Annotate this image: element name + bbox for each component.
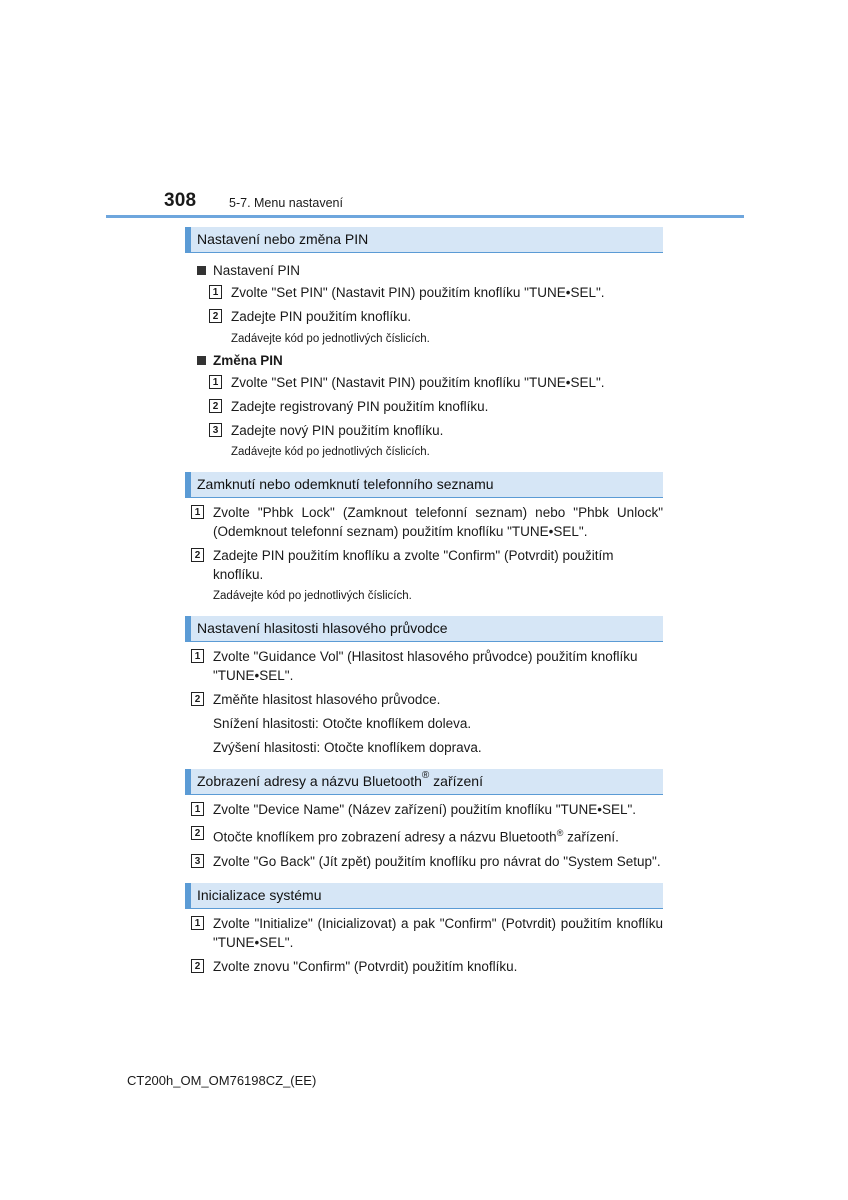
guidance-line-increase: Zvýšení hlasitosti: Otočte knoflíkem doprava.	[213, 740, 482, 755]
document-code: CT200h_OM_OM76198CZ_(EE)	[127, 1073, 317, 1088]
header-rule	[106, 215, 744, 218]
pin-change-steps	[197, 373, 663, 460]
section-title-phonebook: Zamknutí nebo odemknutí telefonního seznamu	[185, 472, 663, 498]
step	[209, 397, 663, 416]
phonebook-steps	[185, 503, 663, 604]
pin-change-block	[185, 349, 663, 460]
step	[191, 852, 663, 871]
step-note: Zadávejte kód po jednotlivých číslicích.	[231, 333, 430, 345]
step-text: Zadejte PIN použitím knoflíku.	[231, 309, 412, 324]
step	[191, 546, 663, 584]
section-title-guidance: Nastavení hlasitosti hlasového průvodce	[185, 616, 663, 642]
step-text-main: Otočte knoflíkem pro zobrazení adresy a názvu Bluetooth	[213, 829, 557, 845]
step-text: Zvolte "Device Name" (Název zařízení) použitím knoflíku "TUNE•SEL".	[213, 802, 637, 817]
step-text: Zvolte "Set PIN" (Nastavit PIN) použitím knoflíku "TUNE•SEL".	[231, 285, 605, 300]
step-number-badge: 3	[209, 423, 222, 437]
step-note: Zadávejte kód po jednotlivých číslicích.	[231, 446, 430, 458]
subheading-label: Změna PIN	[213, 352, 283, 368]
step	[191, 824, 663, 847]
step	[209, 283, 663, 302]
step-note: Zadávejte kód po jednotlivých číslicích.	[213, 590, 412, 602]
step-text: Zvolte "Set PIN" (Nastavit PIN) použitím knoflíku "TUNE•SEL".	[231, 375, 605, 390]
step-number-badge: 2	[209, 399, 222, 413]
page-number: 308	[164, 190, 197, 211]
init-steps	[185, 914, 663, 976]
step-text: Zvolte "Guidance Vol" (Hlasitost hlasového průvodce) použitím knoflíku "TUNE•SEL".	[213, 649, 638, 683]
step-number-badge: 1	[209, 285, 222, 299]
guidance-line-decrease: Snížení hlasitosti: Otočte knoflíkem doleva.	[213, 716, 472, 731]
step	[191, 647, 663, 685]
step	[209, 421, 663, 440]
registered-mark: ®	[556, 828, 564, 838]
step-number-badge: 3	[191, 854, 204, 868]
section-title-suffix: zařízení	[429, 773, 483, 789]
step-text: Zvolte znovu "Confirm" (Potvrdit) použitím knoflíku.	[213, 958, 518, 974]
step-text	[213, 824, 663, 847]
subheading-label: Nastavení PIN	[213, 262, 301, 278]
square-bullet-icon	[197, 356, 206, 365]
step	[191, 690, 663, 709]
section-title-bluetooth	[185, 769, 663, 795]
page-header	[0, 0, 848, 220]
step-number-badge: 1	[209, 375, 222, 389]
step-number-badge: 2	[209, 309, 222, 323]
step-number-badge: 2	[191, 692, 204, 706]
bluetooth-steps	[185, 800, 663, 871]
step	[209, 373, 663, 392]
step	[191, 914, 663, 952]
step-number-badge: 2	[191, 826, 204, 840]
step-text: Zvolte "Initialize" (Inicializovat) a pak "Confirm" (Potvrdit) použitím knoflíku "TUNE•SEL".	[213, 915, 663, 950]
step-text-suffix: zařízení.	[563, 829, 619, 845]
step-text: Zadejte registrovaný PIN použitím knoflíku.	[231, 399, 489, 414]
section-title-text: Zobrazení adresy a názvu Bluetooth	[197, 773, 422, 789]
square-bullet-icon	[197, 266, 206, 275]
step-text: Zvolte "Phbk Lock" (Zamknout telefonní seznam) nebo "Phbk Unlock" (Odemknout telefonní seznam) použitím knoflíku "TUNE•SEL".	[213, 505, 663, 539]
step	[191, 957, 663, 976]
content	[185, 227, 663, 976]
guidance-steps	[185, 647, 663, 757]
step-number-badge: 2	[191, 548, 204, 562]
step-number-badge: 2	[191, 959, 204, 973]
step-number-badge: 1	[191, 916, 204, 930]
subheading-change-pin	[197, 349, 663, 371]
pin-set-steps	[197, 283, 663, 347]
section-title-pin: Nastavení nebo změna PIN	[185, 227, 663, 253]
step-number-badge: 1	[191, 649, 204, 663]
step-text: Zvolte "Go Back" (Jít zpět) použitím knoflíku pro návrat do "System Setup".	[213, 853, 661, 869]
registered-mark: ®	[421, 770, 430, 782]
subheading-set-pin	[197, 259, 663, 281]
chapter-title: 5-7. Menu nastavení	[229, 196, 343, 210]
section-title-init: Inicializace systému	[185, 883, 663, 909]
step-number-badge: 1	[191, 802, 204, 816]
step	[191, 800, 663, 819]
step-text: Zadejte PIN použitím knoflíku a zvolte "Confirm" (Potvrdit) použitím knoflíku.	[213, 548, 614, 582]
step-text: Změňte hlasitost hlasového průvodce.	[213, 692, 441, 707]
step	[209, 307, 663, 326]
step-text: Zadejte nový PIN použitím knoflíku.	[231, 423, 444, 438]
step	[191, 503, 663, 541]
step-number-badge: 1	[191, 505, 204, 519]
pin-set-block	[185, 259, 663, 347]
